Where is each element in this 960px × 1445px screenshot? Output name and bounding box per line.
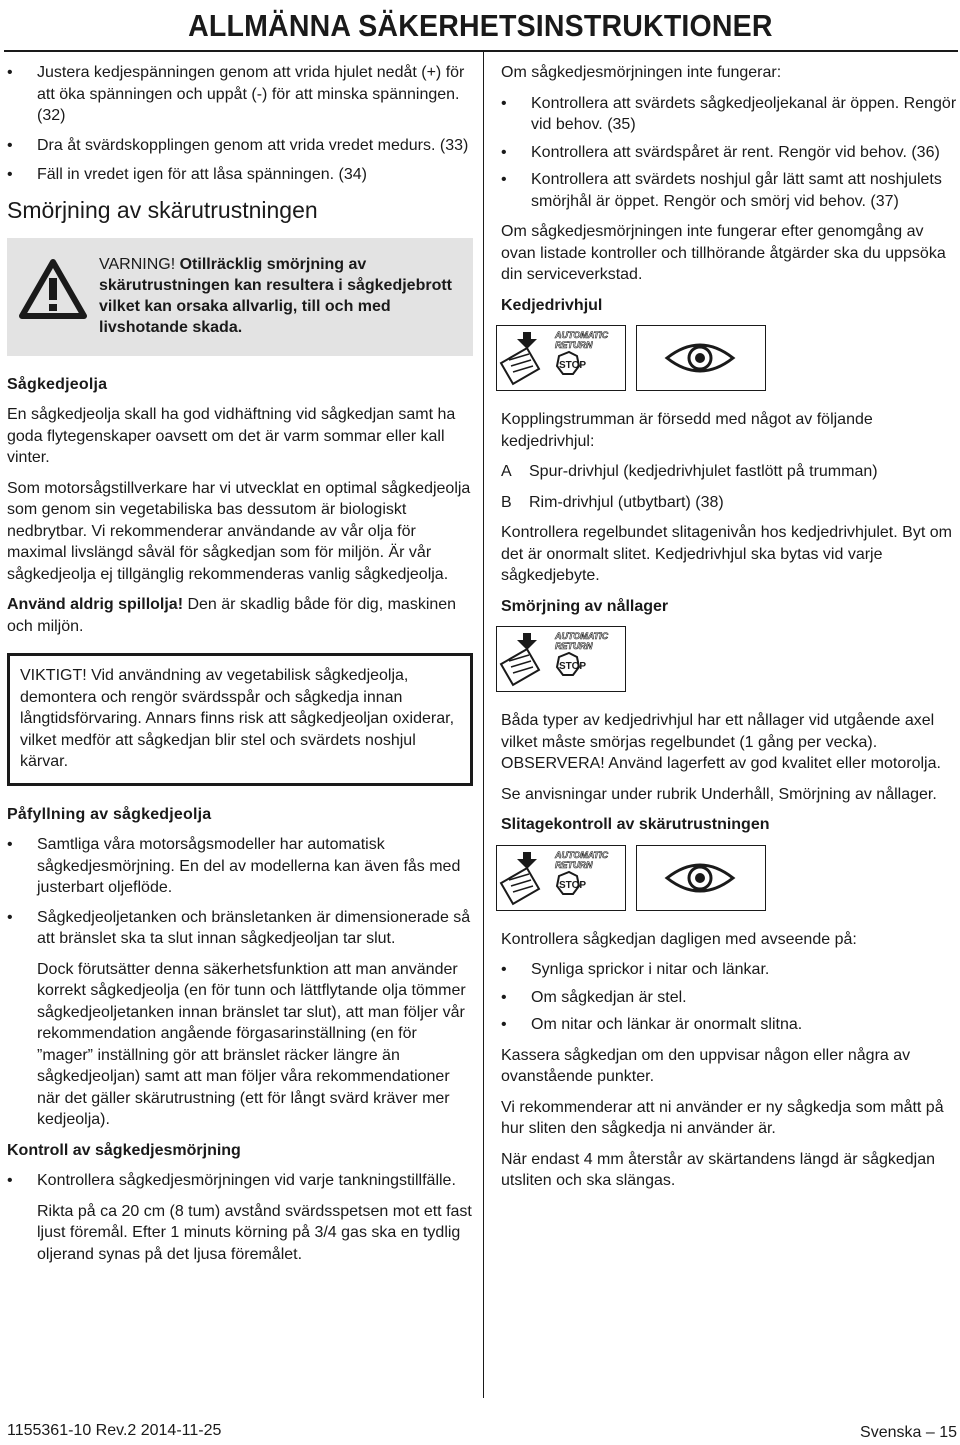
chain-oil-heading: Sågkedjeolja [7, 375, 108, 393]
sprocket-option-b [501, 492, 957, 514]
needle-paragraph-1: Båda typer av kedjedrivhjul har ett nållager vid utgående axel vilket måste smörjas regelbundet (1 gång per vecka). OBSERVERA! Använd lagerfett av god kvalitet eller motorolja. [501, 712, 941, 772]
warning-triangle-icon [7, 248, 99, 356]
column-divider [483, 52, 484, 1398]
needle-paragraph-2: Se anvisningar under rubrik Underhåll, Smörjning av nållager. [501, 785, 937, 803]
not-working-after: Om sågkedjesmörjningen inte fungerar efter genomgång av ovan listade kontroller och tillhörande åtgärder ska du uppsöka din serviceverkstad. [501, 223, 946, 283]
list-item: • Dra åt svärdskopplingen genom att vrida vredet medurs. (33) [7, 135, 473, 157]
list-item: • Kontrollera att svärdspåret är rent. Rengör vid behov. (36) [501, 142, 957, 164]
list-item: • Sågkedjeoljetanken och bränsletanken är dimensionerade så att bränslet ska ta slut innan sågkedjeoljan tar slut. [7, 907, 473, 950]
wear-icon-row [496, 845, 957, 911]
stop-label: STOP [559, 879, 587, 891]
warning-text [99, 248, 473, 356]
list-item: • Fäll in vredet igen för att låsa spänningen. (34) [7, 164, 473, 186]
needle-bearing-heading: Smörjning av nållager [501, 597, 669, 615]
chain-oil-paragraph-1: En sågkedjeolja skall ha god vidhäftning vid sågkedjan samt ha goda flytegenskaper oavsett om det är varm sommar eller kall vinter. [7, 406, 456, 466]
option-label: A [501, 463, 512, 480]
list-item: • Synliga sprickor i nitar och länkar. [501, 959, 957, 981]
automatic-return-stop-icon [496, 845, 626, 911]
lubrication-heading: Smörjning av skärutrustningen [7, 196, 318, 223]
left-column [7, 62, 473, 1274]
warning-body: Otillräcklig smörjning av skärutrustningen kan resultera i sågkedjebrott vilket kan orsaka allvarlig, till och med livshotande skada. [99, 255, 452, 336]
sprocket-paragraph-2: Kontrollera regelbundet slitagenivån hos kedjedrivhjulet. Byt om det är onormalt slitet. Kedjedrivhjul ska bytas vid varje sågkedjebyte. [501, 524, 952, 584]
sprocket-icon-row [496, 325, 957, 391]
page-number: Svenska – 15 [860, 1424, 957, 1441]
header-rule [4, 50, 958, 52]
wear-paragraph-4: När endast 4 mm återstår av skärtandens längd är sågkedjan utsliten och ska slängas. [501, 1150, 936, 1189]
option-text: Rim-drivhjul (utbytbart) (38) [529, 493, 724, 511]
needle-icon-row [496, 626, 957, 692]
document-id: 1155361-10 Rev.2 2014-11-25 [7, 1422, 222, 1439]
wear-paragraph-2: Kassera sågkedjan om den uppvisar någon eller några av ovanstående punkter. [501, 1046, 911, 1085]
control-bullet-list [7, 1170, 473, 1192]
intro-bullet-list [7, 62, 473, 186]
eye-inspection-icon [636, 325, 766, 391]
wear-paragraph-1: Kontrollera sågkedjan dagligen med avseende på: [501, 930, 857, 948]
option-label: B [501, 493, 512, 511]
automatic-label: AUTOMATIC [555, 631, 609, 641]
chain-oil-warning-rest: Den är skadlig både för dig, maskinen och miljön. [7, 596, 457, 635]
list-item: • Om sågkedjan är stel. [501, 987, 957, 1009]
list-item: • Om nitar och länkar är onormalt slitna. [501, 1014, 957, 1036]
return-label: RETURN [555, 340, 593, 350]
not-working-bullet-list [501, 93, 957, 213]
warning-box [7, 238, 473, 356]
automatic-label: AUTOMATIC [555, 330, 609, 340]
not-working-intro: Om sågkedjesmörjningen inte fungerar: [501, 64, 782, 81]
stop-label: STOP [559, 360, 587, 371]
return-label: RETURN [555, 641, 593, 651]
page-title: ALLMÄNNA SÄKERHETSINSTRUKTIONER [188, 8, 773, 43]
chain-oil-paragraph-3 [7, 594, 473, 637]
return-label: RETURN [555, 859, 593, 870]
list-item: • Kontrollera sågkedjesmörjningen vid varje tankningstillfälle. [7, 1170, 473, 1192]
right-column [501, 62, 957, 1201]
control-paragraph: Rikta på ca 20 cm (8 tum) avstånd svärdsspetsen mot ett fast ljust föremål. Efter 1 minuts körning på 3/4 gas ska en tydlig oljerand synas på det ljusa föremålet. [37, 1202, 472, 1263]
warning-lead: VARNING! [99, 255, 176, 273]
automatic-label: AUTOMATIC [555, 849, 609, 860]
eye-inspection-icon [636, 845, 766, 911]
list-item: • Kontrollera att svärdets noshjul går lätt samt att noshjulets smörjhål är öppet. Rengör och smörj vid behov. (37) [501, 169, 957, 212]
automatic-return-stop-icon [496, 626, 626, 692]
list-item: • Kontrollera att svärdets sågkedjeoljekanal är öppen. Rengör vid behov. (35) [501, 93, 957, 136]
filling-paragraph: Dock förutsätter denna säkerhetsfunktion att man använder korrekt sågkedjeolja (en för tunn och lättflytande olja tömmer sågkedjeoljetanken innan bränslet tar slut), att man följer vår rekommendation angående förgasarinställning (en för ”mager” inställning gör att bränslet räcker längre än sågkedjeoljan) samt att man följer våra rekommendationer när det gäller skärutrustning (ett för långt svärd kräver mer kedjeolja). [37, 960, 466, 1128]
wear-heading: Slitagekontroll av skärutrustningen [501, 816, 770, 833]
control-heading: Kontroll av sågkedjesmörjning [7, 1141, 241, 1159]
sprocket-option-a [501, 461, 957, 483]
filling-bullet-list [7, 834, 473, 950]
sprocket-paragraph-1: Kopplingstrumman är försedd med något av följande kedjedrivhjul: [501, 411, 873, 450]
automatic-return-stop-icon [496, 325, 626, 391]
list-item: • Samtliga våra motorsågsmodeller har automatisk sågkedjesmörjning. En del av modellerna kan även fås med justerbart oljeflöde. [7, 834, 473, 899]
wear-paragraph-3: Vi rekommenderar att ni använder er ny sågkedja som mått på hur sliten den sågkedja ni använder är. [501, 1098, 944, 1137]
chain-oil-paragraph-2: Som motorsågstillverkare har vi utvecklat en optimal sågkedjeolja som genom sin vegetabiliska bas dessutom är biologiskt nedbrytbar. Vi rekommenderar användande av vår olja för maximal livslängd såväl för sågkedjan som för miljön. Är vår sågkedjeolja ej tillgänglig rekommenderas vanlig sågkedjeolja. [7, 479, 471, 583]
option-text: Spur-drivhjul (kedjedrivhjulet fastlött på trumman) [529, 463, 878, 480]
wear-bullet-list [501, 959, 957, 1036]
filling-heading: Påfyllning av sågkedjeolja [7, 805, 212, 823]
stop-label: STOP [559, 661, 587, 672]
sprocket-heading: Kedjedrivhjul [501, 296, 603, 314]
chain-oil-warning: Använd aldrig spillolja! [7, 596, 184, 613]
list-item: • Justera kedjespänningen genom att vrida hjulet nedåt (+) för att öka spänningen och uppåt (-) för att minska spänningen. (32) [7, 62, 473, 127]
important-notice-box: VIKTIGT! Vid användning av vegetabilisk sågkedjeolja, demontera och rengör svärdsspår och sågkedja innan långtidsförvaring. Annars finns risk att sågkedjeoljan oxiderar, vilket medför att sågkedjan blir stel och svärdets noshjul kärvar. [7, 653, 473, 786]
